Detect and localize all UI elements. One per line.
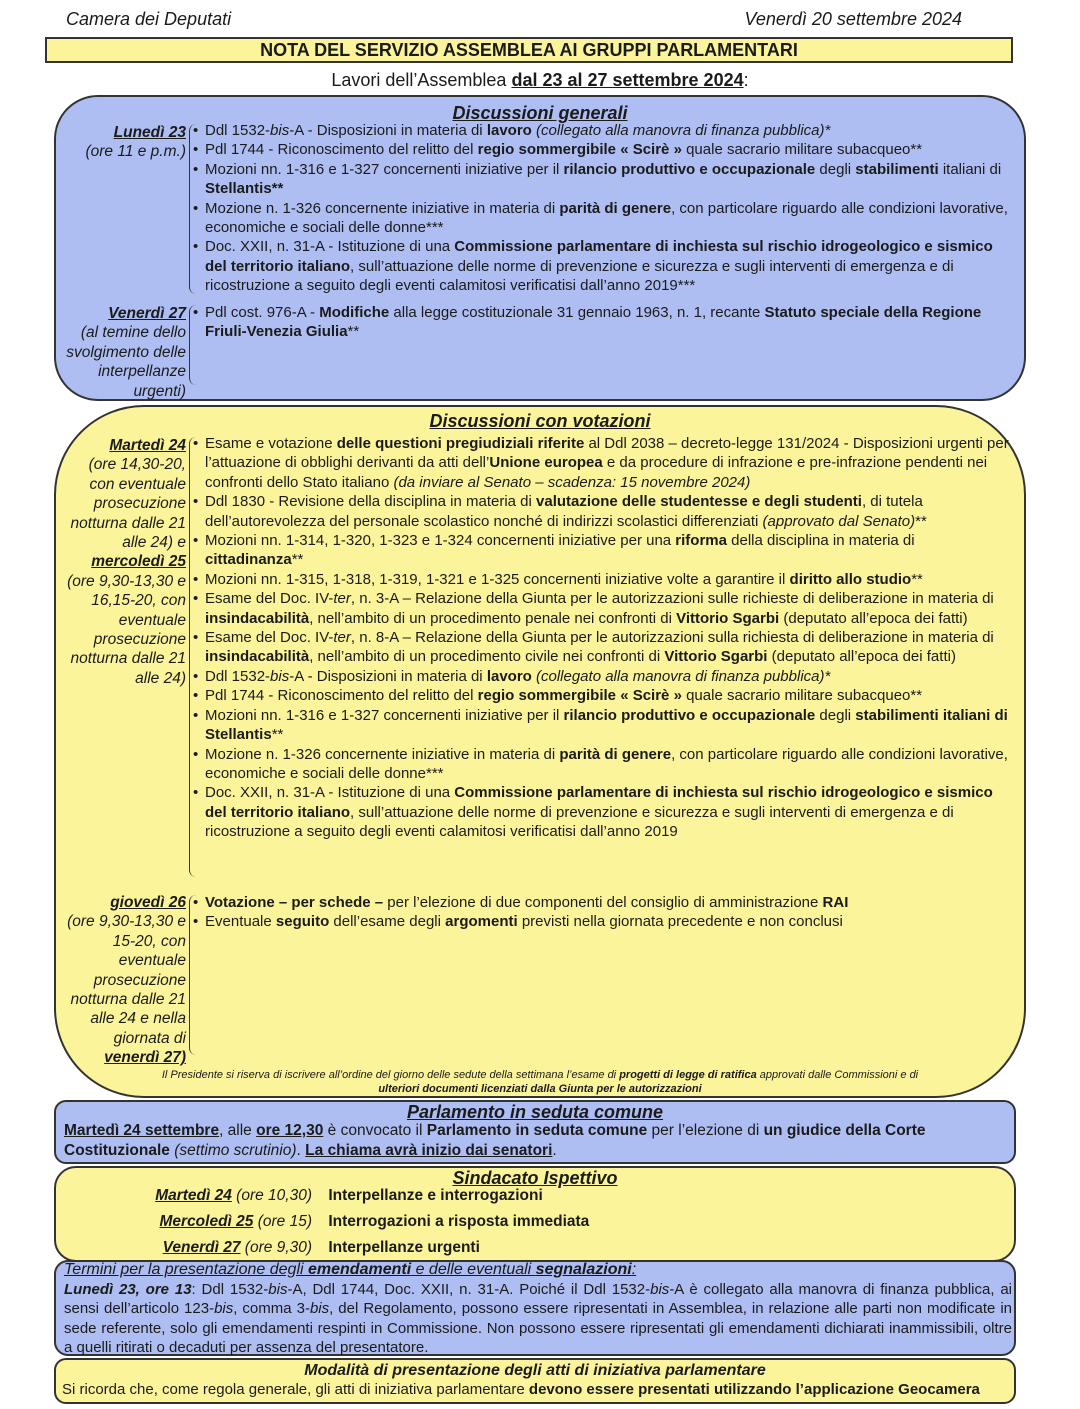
text-segment: regio sommergibile « Scirè » — [477, 687, 682, 705]
text-segment: devono essere presentati utilizzando l’applicazione Geocamera — [528, 1381, 980, 1398]
text-segment: Parlamento in seduta comune — [426, 1122, 648, 1139]
text-segment: , nell’ambito di un procedimento civile nei confronti di — [309, 648, 665, 666]
text-segment: per l’elezione di due componenti del consiglio di amministrazione — [383, 894, 823, 911]
text-segment: (deputato all’epoca dei fatti) — [779, 609, 968, 627]
agenda-item — [193, 303, 1013, 342]
agenda-item — [193, 434, 1013, 492]
text-segment: bis — [214, 1300, 234, 1318]
inspection-title: Sindacato Ispettivo — [452, 1168, 618, 1188]
votes-items-thursday — [193, 893, 1013, 932]
text-segment: Mozioni nn. 1-315, 1-318, 1-319, 1-321 e 1-325 concernenti iniziative volte a garantire il — [205, 570, 790, 588]
text-segment: (settimo scrutinio) — [169, 1142, 297, 1159]
day-detail: (ore 14,30-20, con eventuale prosecuzione notturna dalle 21 alle 24) e — [70, 456, 186, 552]
subtitle-suffix: : — [743, 70, 749, 90]
text-segment: argomenti — [445, 913, 518, 931]
day-detail: (ore 9,30-13,30 e 15-20, con eventuale prosecuzione notturna dalle 21 alle 24 e nella giornata di — [67, 913, 186, 1047]
text-segment: un giudice della Corte Costituzionale — [64, 1122, 926, 1159]
text-segment: . — [296, 1142, 306, 1159]
text-segment: , comma 3- — [233, 1300, 310, 1318]
text-segment: Mozione n. 1-326 concernente iniziative in materia di — [205, 199, 560, 217]
text-segment: Martedì 24 settembre — [64, 1122, 220, 1139]
text-segment: diritto allo studio — [789, 570, 912, 588]
day-label-friday — [56, 304, 186, 401]
agenda-item — [193, 686, 1013, 705]
agenda-item — [193, 667, 1013, 686]
day-name: Martedì 24 — [109, 437, 186, 454]
day-name: Venerdì 27 — [108, 305, 186, 322]
text-segment: italiani di — [938, 160, 1002, 178]
text-segment: , con particolare riguardo alle condizioni lavorative, economiche e sociali delle donne*** — [205, 199, 1008, 237]
agenda-item — [193, 121, 1013, 140]
general-items-friday — [193, 303, 1013, 342]
joint-session-text — [64, 1121, 1004, 1161]
text-segment: Mozione n. 1-326 concernente iniziative in materia di — [205, 745, 560, 763]
day-label-monday — [60, 123, 186, 162]
text-segment: , sull’attuazione delle norme di prevenzione e sicurezza e sugli interventi di emergenza e di ricostruzione a seguito degli eventi calamitosi verificatisi dall’anno 2019 — [205, 803, 954, 841]
text-segment: Termini per la presentazione degli — [64, 1261, 308, 1278]
text-segment: -A, Ddl 1744, Doc. XXII, n. 31-A. Poiché il Ddl 1532- — [287, 1281, 651, 1298]
agenda-item — [193, 912, 1013, 931]
text-segment: Mozioni nn. 1-316 e 1-327 concernenti iniziative per il — [205, 706, 564, 724]
text-segment: Vittorio Sgarbi — [676, 609, 780, 627]
text-segment: della disciplina in materia di — [726, 532, 915, 550]
text-segment: (deputato all’epoca dei fatti) — [767, 648, 956, 666]
text-segment: ** — [271, 726, 284, 744]
inspection-time: (ore 9,30) — [240, 1239, 312, 1256]
votes-items-tuesday — [193, 434, 1013, 842]
day-name: giovedì 26 — [110, 894, 186, 911]
text-segment: e delle eventuali — [411, 1261, 536, 1278]
text-segment: RAI — [822, 894, 849, 911]
text-segment: Stellantis** — [205, 180, 284, 198]
general-discussions-title: Discussioni generali — [452, 103, 628, 123]
inspection-row — [60, 1212, 960, 1232]
text-segment: ore 12,30 — [256, 1122, 324, 1139]
inspection-day: Mercoledì 25 — [159, 1213, 254, 1230]
president-note — [140, 1068, 940, 1096]
agenda-item — [193, 745, 1013, 784]
text-segment: Commissione parlamentare di inchiesta sul rischio idrogeologico e sismico del territorio italiano — [205, 238, 993, 275]
text-segment: Mozioni nn. 1-314, 1-320, 1-323 e 1-324 concernenti iniziative per una — [205, 532, 676, 550]
text-segment: lavoro — [486, 122, 532, 139]
text-segment: ulteriori documenti licenziati dalla Giunta per le autorizzazioni — [378, 1083, 702, 1095]
text-segment: ter — [333, 590, 351, 608]
inspection-label: Interpellanze e interrogazioni — [328, 1187, 543, 1204]
text-segment: quale sacrario militare subacqueo** — [681, 687, 923, 705]
text-segment: cittadinanza — [205, 551, 292, 569]
text-segment: Pdl cost. 976-A - — [205, 304, 320, 321]
text-segment: rilancio produttivo e occupazionale — [563, 706, 816, 724]
text-segment: : Ddl 1532- — [191, 1281, 269, 1298]
general-items-monday — [193, 121, 1013, 296]
text-segment: alla legge costituzionale 31 gennaio 1963, n. 1, recante — [389, 304, 765, 321]
text-segment: Modifiche — [319, 304, 390, 321]
text-segment: , alle — [219, 1122, 257, 1139]
text-segment: approvati dalle Commissioni e di — [756, 1069, 919, 1081]
text-segment: (collegato alla manovra di finanza pubblica)* — [531, 667, 831, 685]
agenda-item — [193, 531, 1013, 570]
text-segment: Statuto speciale della Regione Friuli-Venezia Giulia — [205, 304, 982, 341]
subtitle-prefix: Lavori dell’Assemblea — [331, 70, 512, 90]
text-segment: previsti nella giornata precedente e non conclusi — [517, 913, 843, 931]
text-segment: Commissione parlamentare di inchiesta sul rischio idrogeologico e sismico del territorio italiano — [205, 784, 993, 821]
text-segment: valutazione delle studentesse e degli studenti — [536, 493, 862, 511]
text-segment: stabilimenti — [855, 160, 939, 178]
text-segment: Esame e votazione — [205, 435, 337, 452]
submission-modes-title: Modalità di presentazione degli atti di iniziativa parlamentare — [304, 1362, 766, 1379]
text-segment: -A - Disposizioni in materia di — [289, 667, 487, 685]
text-segment: insindacabilità — [205, 609, 310, 627]
day-detail: (ore 11 e p.m.) — [85, 143, 186, 161]
text-segment: Unione europea — [489, 454, 603, 472]
text-segment: La chiama avrà inizio dai senatori — [305, 1142, 553, 1159]
text-segment: (collegato alla manovra di finanza pubblica)* — [531, 122, 831, 139]
agenda-item — [193, 706, 1013, 745]
day-name-2: venerdì 27) — [104, 1049, 186, 1067]
agenda-item — [193, 492, 1013, 531]
inspection-time: (ore 15) — [253, 1213, 312, 1230]
inspection-row — [60, 1238, 960, 1258]
text-segment: segnalazioni — [535, 1261, 632, 1278]
text-segment: (da inviare al Senato – scadenza: 15 novembre 2024) — [393, 473, 751, 491]
text-segment: -A è collegato alla manovra di finanza pubblica, ai sensi dell’articolo 123- — [64, 1281, 1013, 1318]
text-segment: Ddl 1532- — [205, 122, 271, 139]
inspection-label: Interpellanze urgenti — [328, 1239, 480, 1256]
text-segment: Il Presidente si riserva di iscrivere all’ordine del giorno delle sedute della settimana l’esame di — [161, 1069, 620, 1081]
agenda-item — [193, 160, 1013, 199]
amendment-terms-text — [64, 1280, 1012, 1358]
text-segment: regio sommergibile « Scirè » — [477, 141, 682, 159]
text-segment: , sull’attuazione delle norme di prevenzione e sicurezza e sugli interventi di emergenza e di ricostruzione a seguito degli eventi calamitosi verificatisi dall’anno 2019*** — [205, 257, 954, 295]
agenda-item — [193, 199, 1013, 238]
text-segment: , di tutela dell’autorevolezza del personale scolastico nonché di indirizzi scolastici differenziati — [205, 493, 923, 530]
text-segment: Lunedì 23, ore 13 — [64, 1281, 192, 1298]
agenda-item — [193, 783, 1013, 841]
text-segment: lavoro — [486, 667, 532, 685]
text-segment: , con particolare riguardo alle condizioni lavorative, economiche e sociali delle donne*** — [205, 745, 1008, 782]
text-segment: Pdl 1744 - Riconoscimento del relitto del — [205, 141, 478, 159]
agenda-item — [193, 893, 1013, 912]
text-segment: , n. 3-A – Relazione della Giunta per le autorizzazioni sulle richieste di deliberazione in materia di — [350, 590, 994, 608]
agenda-item — [193, 140, 1013, 159]
subtitle-date-range: dal 23 al 27 settembre 2024 — [511, 70, 744, 90]
text-segment: bis — [270, 667, 290, 685]
day-label-tuesday-wednesday — [60, 436, 186, 688]
text-segment: emendamenti — [308, 1261, 412, 1278]
text-segment: delle questioni pregiudiziali riferite — [336, 435, 585, 452]
document-title: NOTA DEL SERVIZIO ASSEMBLEA AI GRUPPI PARLAMENTARI — [45, 37, 1013, 63]
submission-modes-text — [62, 1380, 1022, 1400]
text-segment: Si ricorda che, come regola generale, gli atti di iniziativa parlamentare — [62, 1381, 529, 1398]
inspection-time: (ore 10,30) — [231, 1187, 312, 1204]
text-segment: riforma — [675, 532, 727, 550]
text-segment: degli — [815, 706, 856, 724]
day-name: Lunedì 23 — [113, 124, 186, 141]
text-segment: Ddl 1532- — [205, 667, 271, 685]
text-segment: progetti di legge di ratifica — [619, 1069, 757, 1081]
text-segment: ** — [911, 570, 923, 588]
text-segment: Vittorio Sgarbi — [664, 648, 768, 666]
votes-discussions-title: Discussioni con votazioni — [429, 411, 651, 431]
text-segment: -A - Disposizioni in materia di — [289, 122, 487, 139]
text-segment: Esame del Doc. IV- — [205, 590, 334, 608]
text-segment: Mozioni nn. 1-316 e 1-327 concernenti iniziative per il — [205, 160, 564, 178]
joint-session-title: Parlamento in seduta comune — [406, 1102, 664, 1122]
day-detail-2: (ore 9,30-13,30 e 16,15-20, con eventuale prosecuzione notturna dalle 21 alle 24) — [67, 572, 186, 687]
text-segment: stabilimenti italiani di Stellantis — [205, 706, 1008, 744]
agenda-item — [193, 570, 1013, 589]
text-segment: dell’esame degli — [329, 913, 446, 931]
inspection-day: Martedì 24 — [155, 1187, 232, 1204]
text-segment: insindacabilità — [205, 648, 310, 666]
text-segment: per l’elezione di — [647, 1122, 764, 1139]
text-segment: Pdl 1744 - Riconoscimento del relitto del — [205, 687, 478, 705]
text-segment: bis — [268, 1281, 288, 1298]
text-segment: quale sacrario militare subacqueo** — [681, 141, 923, 159]
text-segment: ter — [333, 629, 351, 647]
agenda-item — [193, 589, 1013, 628]
text-segment: ** — [915, 512, 927, 530]
text-segment: , n. 8-A – Relazione della Giunta per le autorizzazioni sulla richiesta di deliberazione in materia di — [350, 629, 994, 647]
text-segment: : — [631, 1261, 637, 1278]
amendment-terms-title — [64, 1260, 1004, 1280]
document-date: Venerdì 20 settembre 2024 — [744, 9, 962, 29]
text-segment: seguito — [275, 913, 330, 931]
document-subtitle — [0, 70, 1080, 91]
text-segment: ** — [347, 323, 360, 341]
institution-name: Camera dei Deputati — [66, 9, 232, 29]
text-segment: parità di genere — [559, 199, 672, 217]
inspection-row — [60, 1186, 960, 1206]
text-segment: e da procedure di infrazione e pre-infrazione pendenti nei confronti dello Stato italiano — [205, 454, 988, 491]
text-segment: ** — [291, 551, 304, 569]
day-detail: (al temine dello svolgimento delle interpellanze urgenti) — [66, 324, 186, 400]
text-segment: è convocato il — [323, 1122, 427, 1139]
text-segment: al Ddl 2038 – decreto-legge 131/2024 - Disposizioni urgenti per l’attuazione di obblighi derivanti da atti dell’ — [205, 435, 1009, 472]
text-segment: bis — [270, 122, 290, 139]
text-segment: Ddl 1830 - Revisione della disciplina in materia di — [205, 493, 537, 511]
agenda-item — [193, 237, 1013, 295]
inspection-day: Venerdì 27 — [162, 1239, 241, 1256]
text-segment: Esame del Doc. IV- — [205, 629, 334, 647]
text-segment: , del Regolamento, possono essere ripresentati in Assemblea, in relazione alle parti non modificate in sede referente, solo gli emendamenti respinti in Commissione. Non possono essere ripresentati gli emendamenti dichiarati inammissibili, oltre a quelli ritirati o decaduti per assenza del presentatore. — [64, 1300, 1012, 1357]
agenda-item — [193, 628, 1013, 667]
text-segment: Votazione – per schede – — [205, 894, 384, 911]
text-segment: Doc. XXII, n. 31-A - Istituzione di una — [205, 238, 455, 256]
text-segment: (approvato dal Senato) — [762, 512, 916, 530]
text-segment: Doc. XXII, n. 31-A - Istituzione di una — [205, 784, 455, 802]
text-segment: . — [552, 1142, 557, 1159]
text-segment: Eventuale — [205, 913, 276, 931]
text-segment: rilancio produttivo e occupazionale — [563, 160, 816, 178]
text-segment: bis — [309, 1300, 330, 1318]
day-name-2: mercoledì 25 — [91, 553, 186, 571]
text-segment: , nell’ambito di un procedimento penale nei confronti di — [309, 609, 677, 627]
day-label-thursday — [60, 893, 186, 1068]
text-segment: degli — [815, 160, 856, 178]
inspection-label: Interrogazioni a risposta immediata — [328, 1213, 590, 1230]
text-segment: parità di genere — [559, 745, 672, 763]
text-segment: bis — [650, 1281, 670, 1298]
